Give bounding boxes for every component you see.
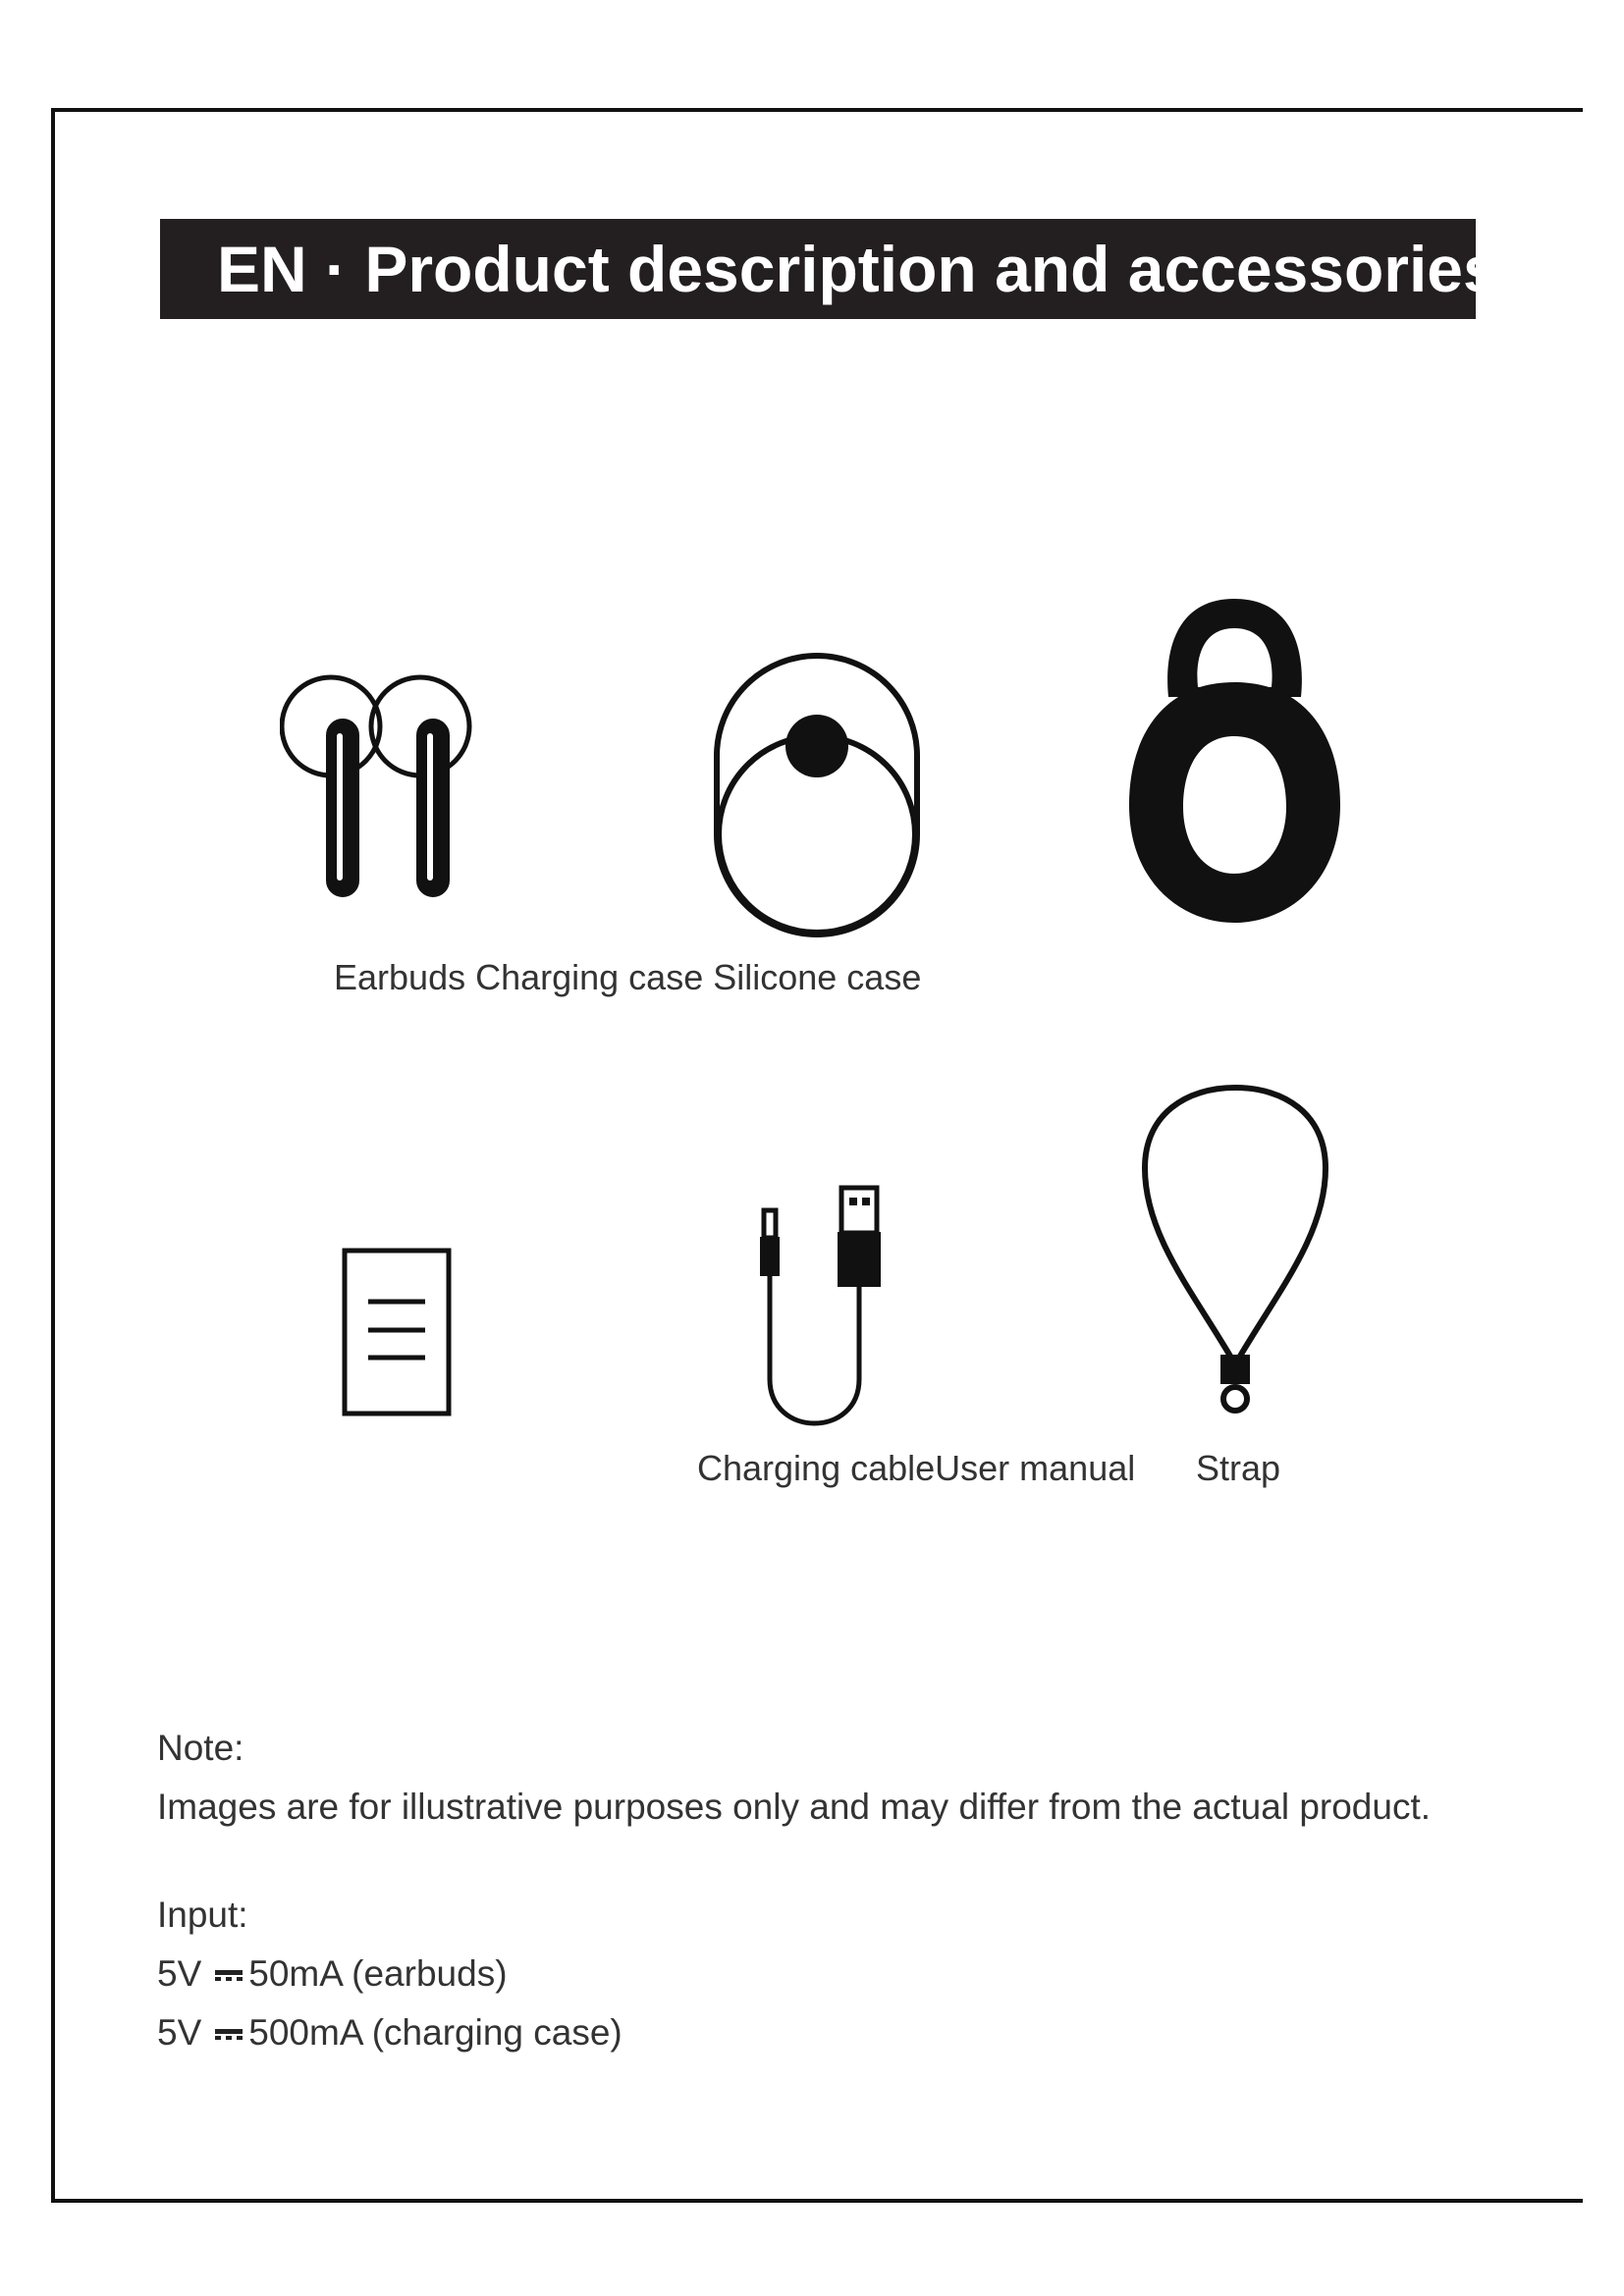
- row2-caption-cable-manual: Charging cableUser manual: [697, 1448, 1136, 1488]
- page-title: EN · Product description and accessories: [217, 233, 1499, 305]
- input-current: 50mA (earbuds): [248, 1953, 508, 1994]
- row1-caption: Earbuds Charging case Silicone case: [334, 957, 922, 997]
- page-frame: [51, 108, 1583, 2203]
- input-line-earbuds: [157, 1953, 508, 1995]
- dc-symbol-icon: [215, 1968, 243, 1984]
- strap-icon: [1137, 1080, 1333, 1423]
- note-label: Note:: [157, 1728, 244, 1768]
- input-voltage: 5V: [157, 1953, 202, 1994]
- silicone-case-icon: [1124, 589, 1345, 928]
- dc-symbol-icon: [215, 2027, 243, 2043]
- title-banner: [160, 219, 1499, 319]
- user-manual-icon: [339, 1245, 457, 1421]
- charging-case-icon: [709, 648, 925, 942]
- note-text: Images are for illustrative purposes only and may differ from the actual product.: [157, 1787, 1432, 1827]
- input-voltage: 5V: [157, 2012, 202, 2053]
- input-line-case: [157, 2012, 623, 2054]
- input-label: Input:: [157, 1895, 248, 1935]
- row2-caption-strap: Strap: [1196, 1448, 1281, 1488]
- charging-cable-icon: [746, 1183, 903, 1428]
- input-current: 500mA (charging case): [248, 2012, 623, 2053]
- earbuds-icon: [280, 672, 520, 908]
